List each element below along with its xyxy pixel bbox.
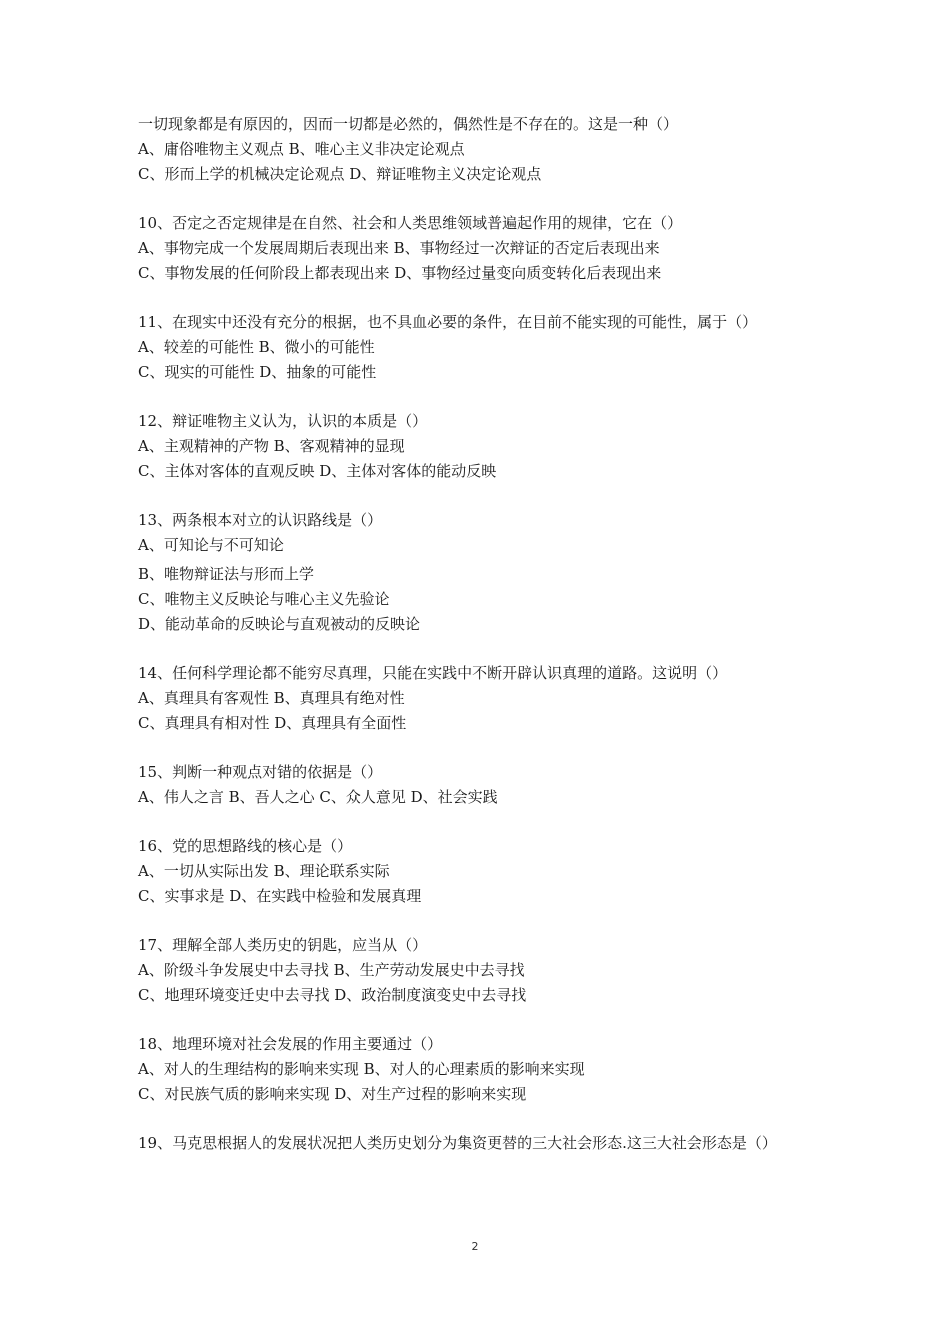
question-stem: 13、两条根本对立的认识路线是（） [138,511,383,529]
option-line: C、形而上学的机械决定论观点 D、辩证唯物主义决定论观点 [138,165,542,183]
option-line: A、阶级斗争发展史中去寻找 B、生产劳动发展史中去寻找 [138,961,525,979]
option-line: C、真理具有相对性 D、真理具有全面性 [138,714,407,732]
option-line: A、较差的可能性 B、微小的可能性 [138,338,375,356]
question-block [138,933,818,1008]
question-block [138,1032,818,1107]
question-stem: 11、在现实中还没有充分的根据，也不具血必要的条件，在目前不能实现的可能性，属于（） [138,313,758,331]
page-number: 2 [471,1240,479,1253]
question-block [138,310,818,385]
question-stem: 18、地理环境对社会发展的作用主要通过（） [138,1035,443,1053]
question-block [138,661,818,736]
question-stem: 17、理解全部人类历史的钥匙，应当从（） [138,936,428,954]
question-block [138,409,818,484]
option-line: A、庸俗唯物主义观点 B、唯心主义非决定论观点 [138,140,465,158]
option-line: A、主观精神的产物 B、客观精神的显现 [138,437,405,455]
document-page [138,112,818,1156]
question-block [138,211,818,286]
question-stem: 12、辩证唯物主义认为，认识的本质是（） [138,412,428,430]
option-line: A、真理具有客观性 B、真理具有绝对性 [138,689,405,707]
option-line: C、对民族气质的影响来实现 D、对生产过程的影响来实现 [138,1085,527,1103]
option-line: C、事物发展的任何阶段上都表现出来 D、事物经过量变向质变转化后表现出来 [138,264,662,282]
option-line: C、实事求是 D、在实践中检验和发展真理 [138,887,422,905]
option-line: A、一切从实际出发 B、理论联系实际 [138,862,390,880]
option-line: C、地理环境变迁史中去寻找 D、政治制度演变史中去寻找 [138,986,527,1004]
question-stem: 14、任何科学理论都不能穷尽真理，只能在实践中不断开辟认识真理的道路。这说明（） [138,664,728,682]
option-line: A、对人的生理结构的影响来实现 B、对人的心理素质的影响来实现 [138,1060,585,1078]
question-block [138,1131,818,1156]
question-stem: 19、马克思根据人的发展状况把人类历史划分为集资更替的三大社会形态.这三大社会形态是（） [138,1134,777,1152]
question-stem: 16、党的思想路线的核心是（） [138,837,353,855]
option-line: A、伟人之言 B、吾人之心 C、众人意见 D、社会实践 [138,788,498,806]
question-block [138,760,818,810]
question-stem: 10、否定之否定规律是在自然、社会和人类思维领域普遍起作用的规律，它在（） [138,214,683,232]
option-line: B、唯物辩证法与形而上学 [138,565,315,583]
question-block [138,508,818,637]
option-line: A、可知论与不可知论 [138,536,284,554]
question-stem: 一切现象都是有原因的，因而一切都是必然的，偶然性是不存在的。这是一种（） [138,115,679,133]
option-line: D、能动革命的反映论与直观被动的反映论 [138,615,421,633]
question-block [138,834,818,909]
option-line: C、唯物主义反映论与唯心主义先验论 [138,590,390,608]
question-stem: 15、判断一种观点对错的依据是（） [138,763,383,781]
question-block [138,112,818,187]
option-line: A、事物完成一个发展周期后表现出来 B、事物经过一次辩证的否定后表现出来 [138,239,660,257]
option-line: C、主体对客体的直观反映 D、主体对客体的能动反映 [138,462,497,480]
option-line: C、现实的可能性 D、抽象的可能性 [138,363,377,381]
